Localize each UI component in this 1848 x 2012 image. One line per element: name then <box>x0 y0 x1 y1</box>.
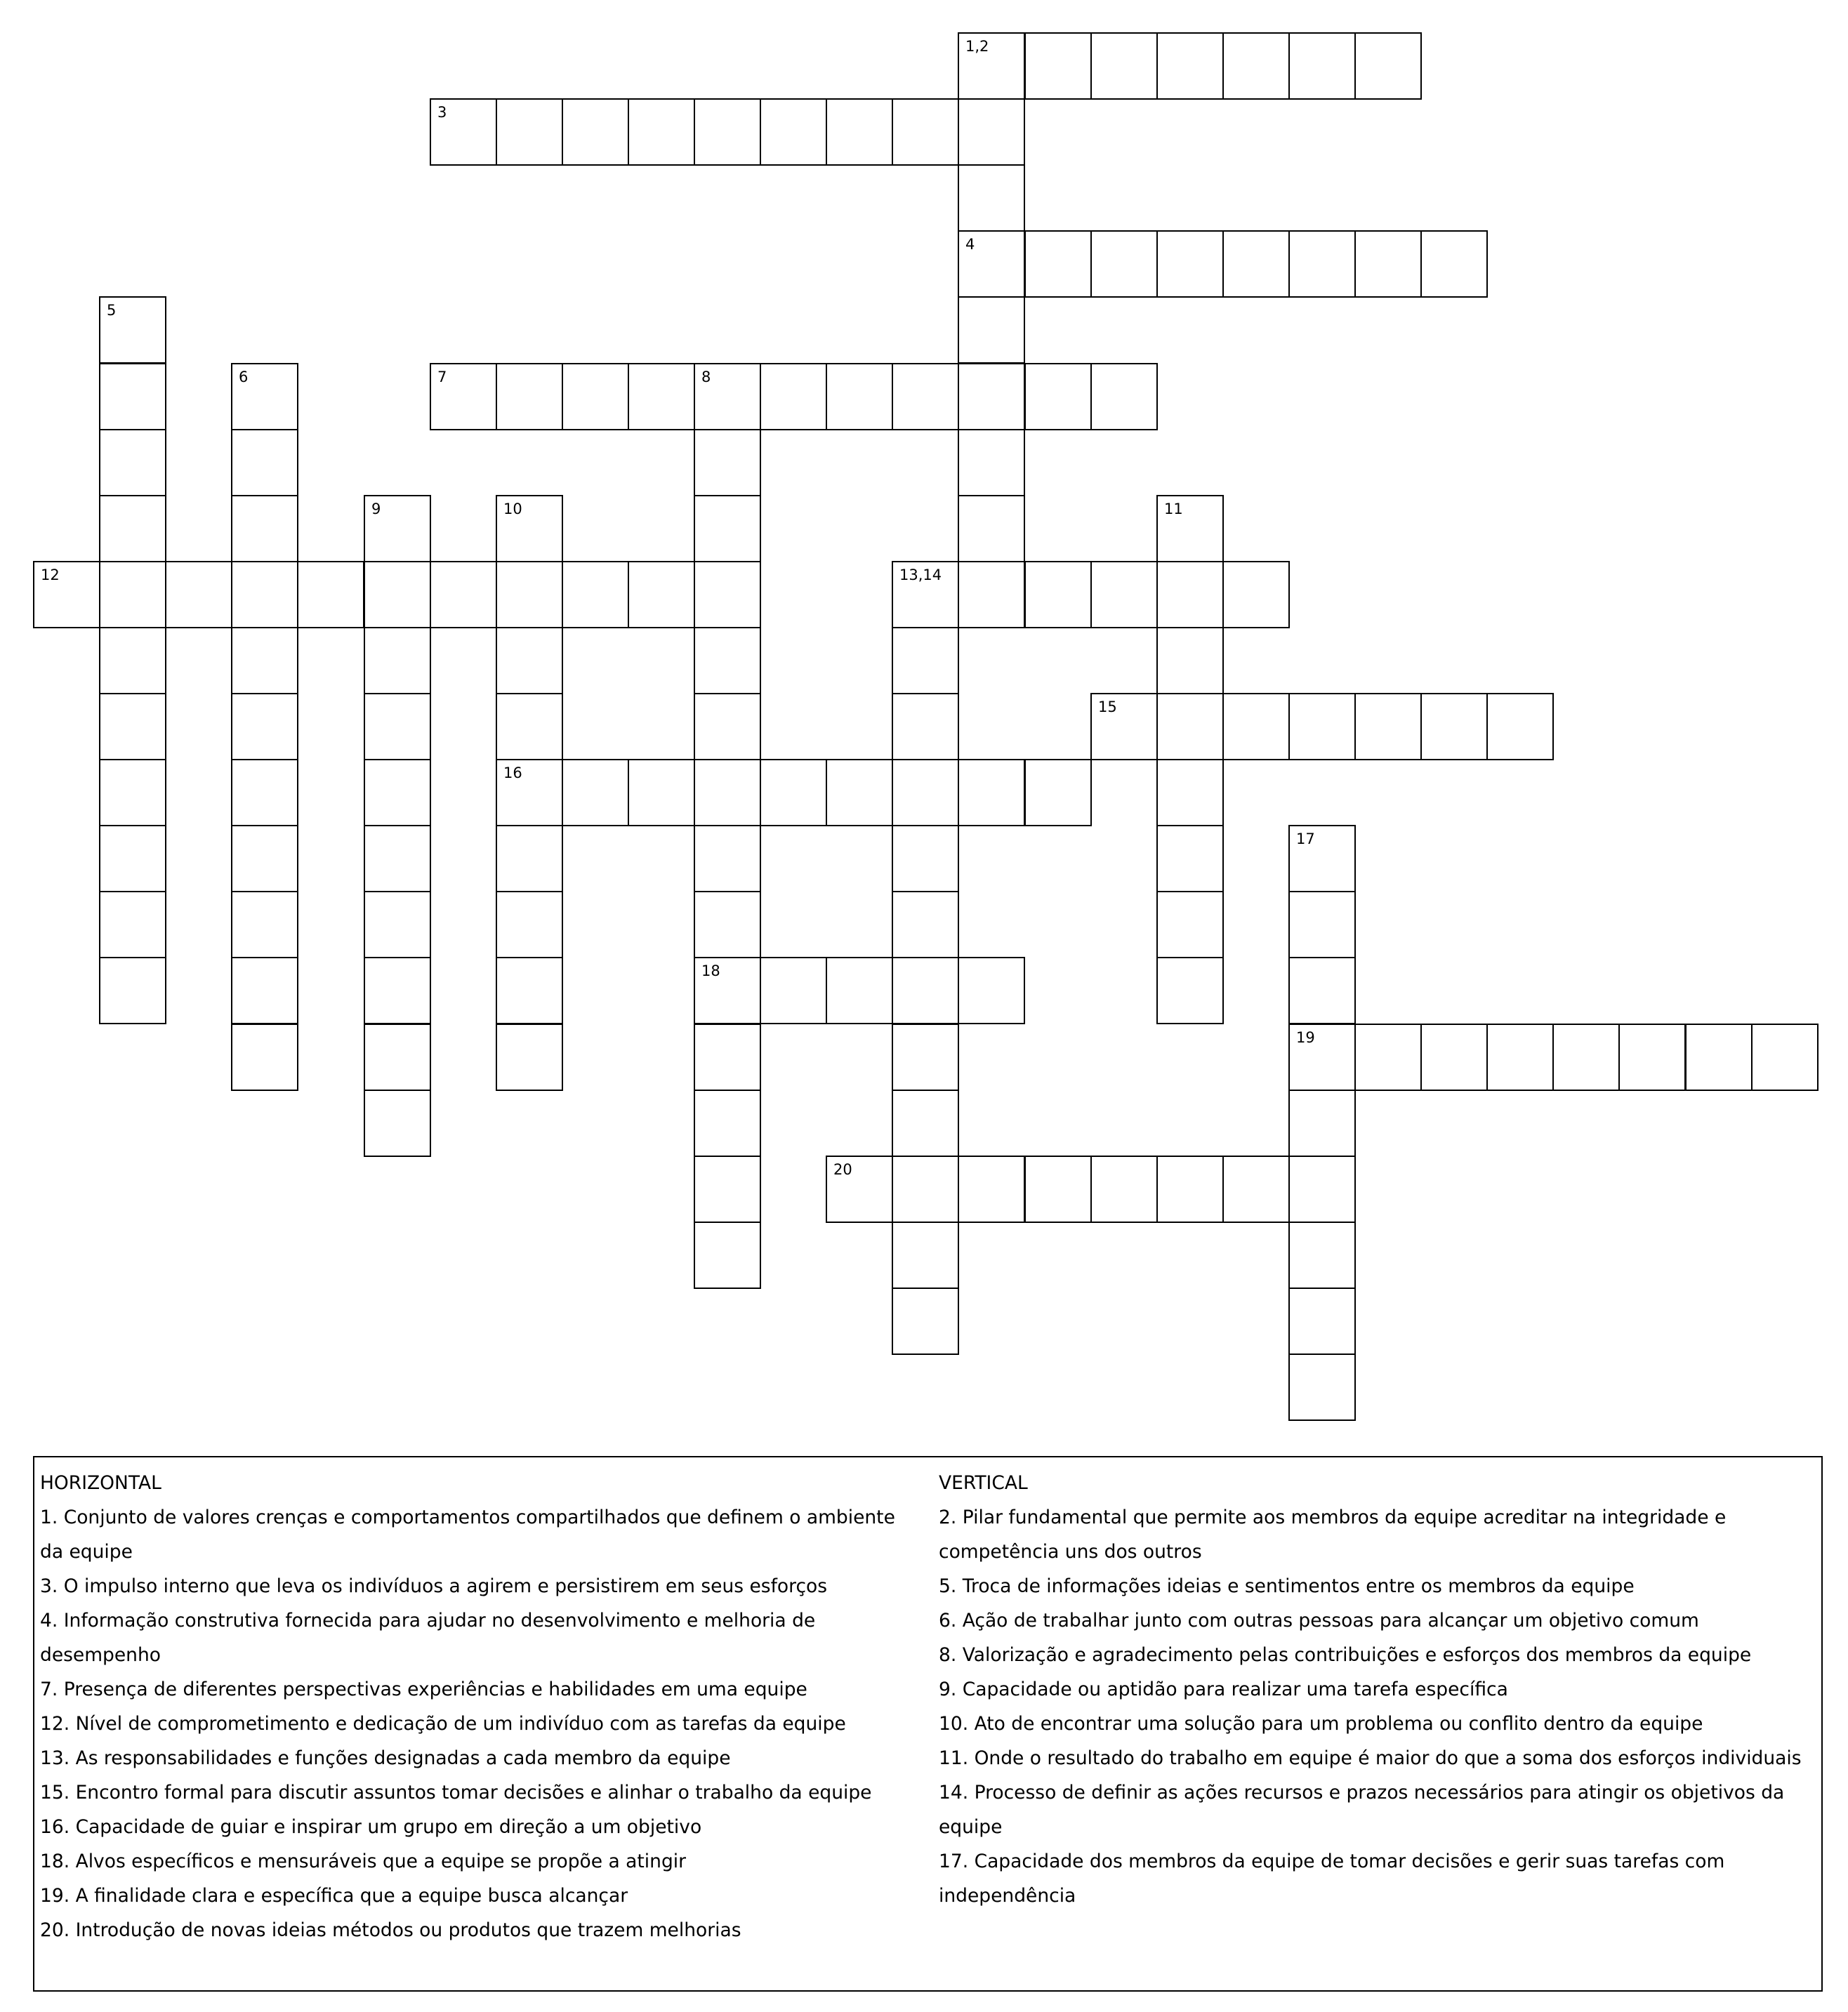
grid-cell[interactable] <box>958 759 1025 826</box>
grid-cell[interactable] <box>892 98 959 166</box>
grid-cell[interactable] <box>99 296 166 364</box>
grid-cell[interactable] <box>760 98 827 166</box>
grid-cell[interactable] <box>99 957 166 1024</box>
grid-cell[interactable] <box>1156 627 1224 694</box>
grid-cell[interactable] <box>1090 32 1158 100</box>
grid-cell[interactable] <box>1354 693 1422 760</box>
grid-cell[interactable] <box>1486 1024 1554 1091</box>
grid-cell[interactable] <box>430 98 497 166</box>
grid-cell[interactable] <box>231 363 298 430</box>
grid-cell[interactable] <box>1090 230 1158 298</box>
grid-cell[interactable] <box>231 957 298 1024</box>
grid-cell[interactable] <box>1288 1288 1356 1355</box>
clue-h20: 20. Introdução de novas ideias métodos ou produtos que trazem melhorias <box>40 1919 741 1941</box>
grid-cell[interactable] <box>562 363 629 430</box>
clue-v17: 17. Capacidade dos membros da equipe de tomar decisões e gerir suas tarefas com independência <box>939 1851 1725 1907</box>
grid-cell[interactable] <box>892 825 959 892</box>
grid-cell[interactable] <box>826 1156 893 1223</box>
clue-h7: 7. Presença de diferentes perspectivas experiências e habilidades em uma equipe <box>40 1679 807 1700</box>
grid-cell[interactable] <box>364 825 431 892</box>
grid-cell[interactable] <box>1288 32 1356 100</box>
grid-cell[interactable] <box>1156 495 1224 562</box>
grid-cell[interactable] <box>1222 230 1290 298</box>
grid-cell[interactable] <box>694 759 761 826</box>
grid-cell[interactable] <box>364 495 431 562</box>
grid-cell[interactable] <box>958 957 1025 1024</box>
clue-h18: 18. Alvos específicos e mensuráveis que a equipe se propõe a atingir <box>40 1851 687 1872</box>
clue-number: 4 <box>965 236 975 253</box>
clue-number: 1,2 <box>965 38 989 55</box>
horizontal-clues <box>40 1466 923 1947</box>
clue-v2: 2. Pilar fundamental que permite aos membros da equipe acreditar na integridade e competência uns dos outros <box>939 1507 1727 1563</box>
vertical-clues-title: VERTICAL <box>939 1472 1028 1494</box>
grid-cell[interactable] <box>496 693 563 760</box>
clue-h19: 19. A finalidade clara e específica que a equipe busca alcançar <box>40 1885 628 1907</box>
grid-cell[interactable] <box>364 759 431 826</box>
grid-cell[interactable] <box>496 1024 563 1091</box>
grid-cell[interactable] <box>99 561 166 628</box>
grid-cell[interactable] <box>892 759 959 826</box>
grid-cell[interactable] <box>1156 561 1224 628</box>
grid-cell[interactable] <box>231 1024 298 1091</box>
grid-cell[interactable] <box>1288 1354 1356 1421</box>
grid-cell[interactable] <box>958 296 1025 364</box>
grid-cell[interactable] <box>694 825 761 892</box>
grid-cell[interactable] <box>364 693 431 760</box>
grid-cell[interactable] <box>99 363 166 430</box>
clue-number: 15 <box>1098 699 1117 715</box>
grid-cell[interactable] <box>496 495 563 562</box>
grid-cell[interactable] <box>760 363 827 430</box>
clue-number: 3 <box>437 104 447 121</box>
grid-cell[interactable] <box>826 957 893 1024</box>
grid-cell[interactable] <box>1156 230 1224 298</box>
grid-cell[interactable] <box>562 759 629 826</box>
grid-cell[interactable] <box>892 561 959 628</box>
clue-h3: 3. O impulso interno que leva os indivíduos a agirem e persistirem em seus esforços <box>40 1575 828 1597</box>
clue-h13: 13. As responsabilidades e funções designadas a cada membro da equipe <box>40 1747 731 1769</box>
grid-cell[interactable] <box>1156 693 1224 760</box>
grid-cell[interactable] <box>562 561 629 628</box>
grid-cell[interactable] <box>231 825 298 892</box>
clue-v9: 9. Capacidade ou aptidão para realizar uma tarefa específica <box>939 1679 1508 1700</box>
grid-cell[interactable] <box>99 759 166 826</box>
grid-cell[interactable] <box>628 363 695 430</box>
grid-cell[interactable] <box>231 561 298 628</box>
grid-cell[interactable] <box>694 429 761 496</box>
grid-cell[interactable] <box>1552 1024 1620 1091</box>
grid-cell[interactable] <box>496 363 563 430</box>
grid-cell[interactable] <box>33 561 100 628</box>
grid-cell[interactable] <box>1156 32 1224 100</box>
grid-cell[interactable] <box>231 429 298 496</box>
grid-cell[interactable] <box>694 363 761 430</box>
clue-number: 9 <box>371 501 381 517</box>
grid-cell[interactable] <box>1024 561 1092 628</box>
grid-cell[interactable] <box>231 891 298 958</box>
grid-cell[interactable] <box>1420 1024 1488 1091</box>
clue-v5: 5. Troca de informações ideias e sentimentos entre os membros da equipe <box>939 1575 1635 1597</box>
grid-cell[interactable] <box>496 891 563 958</box>
grid-cell[interactable] <box>99 825 166 892</box>
grid-cell[interactable] <box>1354 1024 1422 1091</box>
grid-cell[interactable] <box>1420 693 1488 760</box>
grid-cell[interactable] <box>694 627 761 694</box>
grid-cell[interactable] <box>1618 1024 1686 1091</box>
vertical-clues <box>939 1466 1820 1913</box>
clue-v11: 11. Onde o resultado do trabalho em equipe é maior do que a soma dos esforços individuais <box>939 1747 1802 1769</box>
grid-cell[interactable] <box>1222 1156 1290 1223</box>
clue-v6: 6. Ação de trabalhar junto com outras pessoas para alcançar um objetivo comum <box>939 1610 1699 1632</box>
grid-cell[interactable] <box>826 363 893 430</box>
grid-cell[interactable] <box>694 1090 761 1157</box>
grid-cell[interactable] <box>1090 693 1158 760</box>
grid-cell[interactable] <box>99 495 166 562</box>
grid-cell[interactable] <box>231 759 298 826</box>
grid-cell[interactable] <box>694 693 761 760</box>
grid-cell[interactable] <box>958 363 1025 430</box>
grid-cell[interactable] <box>892 891 959 958</box>
grid-cell[interactable] <box>496 627 563 694</box>
grid-cell[interactable] <box>496 98 563 166</box>
grid-cell[interactable] <box>958 32 1025 100</box>
clue-number: 19 <box>1296 1029 1315 1046</box>
grid-cell[interactable] <box>694 891 761 958</box>
clue-number: 20 <box>833 1161 852 1178</box>
grid-cell[interactable] <box>760 759 827 826</box>
grid-cell[interactable] <box>694 1024 761 1091</box>
grid-cell[interactable] <box>496 759 563 826</box>
grid-cell[interactable] <box>364 561 431 628</box>
grid-cell[interactable] <box>1156 891 1224 958</box>
grid-cell[interactable] <box>231 627 298 694</box>
clue-v14: 14. Processo de definir as ações recursos e prazos necessários para atingir os objetivos da equipe <box>939 1782 1785 1838</box>
grid-cell[interactable] <box>1024 759 1092 826</box>
grid-cell[interactable] <box>99 429 166 496</box>
grid-cell[interactable] <box>1288 1090 1356 1157</box>
clue-h4: 4. Informação construtiva fornecida para ajudar no desenvolvimento e melhoria de desempenho <box>40 1610 816 1666</box>
grid-cell[interactable] <box>1288 957 1356 1024</box>
grid-cell[interactable] <box>958 98 1025 166</box>
grid-cell[interactable] <box>1024 1156 1092 1223</box>
grid-cell[interactable] <box>1024 230 1092 298</box>
grid-cell[interactable] <box>1156 825 1224 892</box>
grid-cell[interactable] <box>1090 363 1158 430</box>
grid-cell[interactable] <box>694 98 761 166</box>
grid-cell[interactable] <box>364 891 431 958</box>
grid-cell[interactable] <box>958 561 1025 628</box>
grid-cell[interactable] <box>1222 693 1290 760</box>
clue-number: 6 <box>239 369 249 385</box>
grid-cell[interactable] <box>1156 1156 1224 1223</box>
clue-number: 5 <box>107 302 117 319</box>
grid-cell[interactable] <box>892 1090 959 1157</box>
grid-cell[interactable] <box>1420 230 1488 298</box>
grid-cell[interactable] <box>628 759 695 826</box>
grid-cell[interactable] <box>892 1288 959 1355</box>
grid-cell[interactable] <box>1156 759 1224 826</box>
clue-number: 17 <box>1296 830 1315 847</box>
clue-number: 11 <box>1164 501 1183 517</box>
grid-cell[interactable] <box>364 957 431 1024</box>
clue-h1: 1. Conjunto de valores crenças e comportamentos compartilhados que definem o ambiente da equipe <box>40 1507 895 1563</box>
grid-cell[interactable] <box>958 230 1025 298</box>
grid-cell[interactable] <box>694 1156 761 1223</box>
grid-cell[interactable] <box>496 825 563 892</box>
clue-number: 7 <box>437 369 447 385</box>
grid-cell[interactable] <box>496 957 563 1024</box>
grid-cell[interactable] <box>694 1222 761 1289</box>
grid-cell[interactable] <box>99 627 166 694</box>
clue-h15: 15. Encontro formal para discutir assuntos tomar decisões e alinhar o trabalho da equipe <box>40 1782 872 1803</box>
grid-cell[interactable] <box>826 759 893 826</box>
grid-cell[interactable] <box>1156 957 1224 1024</box>
grid-cell[interactable] <box>1288 693 1356 760</box>
grid-cell[interactable] <box>628 98 695 166</box>
grid-cell[interactable] <box>364 627 431 694</box>
clue-number: 13,14 <box>899 567 942 583</box>
grid-cell[interactable] <box>1222 561 1290 628</box>
grid-cell[interactable] <box>1288 891 1356 958</box>
grid-cell[interactable] <box>1024 363 1092 430</box>
grid-cell[interactable] <box>1288 1222 1356 1289</box>
grid-cell[interactable] <box>165 561 232 628</box>
grid-cell[interactable] <box>430 561 497 628</box>
clue-number: 12 <box>41 567 60 583</box>
grid-cell[interactable] <box>231 495 298 562</box>
grid-cell[interactable] <box>958 495 1025 562</box>
grid-cell[interactable] <box>1288 1024 1356 1091</box>
grid-cell[interactable] <box>1751 1024 1819 1091</box>
grid-cell[interactable] <box>694 495 761 562</box>
grid-cell[interactable] <box>694 561 761 628</box>
grid-cell[interactable] <box>958 164 1025 232</box>
grid-cell[interactable] <box>99 693 166 760</box>
grid-cell[interactable] <box>1288 230 1356 298</box>
grid-cell[interactable] <box>826 98 893 166</box>
grid-cell[interactable] <box>231 693 298 760</box>
grid-cell[interactable] <box>1288 825 1356 892</box>
grid-cell[interactable] <box>1354 230 1422 298</box>
clue-number: 10 <box>503 501 522 517</box>
grid-cell[interactable] <box>99 891 166 958</box>
grid-cell[interactable] <box>694 957 761 1024</box>
grid-cell[interactable] <box>364 1024 431 1091</box>
grid-cell[interactable] <box>958 429 1025 496</box>
clue-number: 18 <box>701 962 720 979</box>
grid-cell[interactable] <box>892 1024 959 1091</box>
clue-v8: 8. Valorização e agradecimento pelas contribuições e esforços dos membros da equipe <box>939 1644 1752 1666</box>
clues-panel <box>33 1456 1823 1992</box>
grid-cell[interactable] <box>364 1090 431 1157</box>
grid-cell[interactable] <box>628 561 695 628</box>
grid-cell[interactable] <box>1024 32 1092 100</box>
grid-cell[interactable] <box>760 957 827 1024</box>
grid-cell[interactable] <box>892 363 959 430</box>
grid-cell[interactable] <box>562 98 629 166</box>
grid-cell[interactable] <box>892 693 959 760</box>
grid-cell[interactable] <box>430 363 497 430</box>
clue-number: 16 <box>503 765 522 781</box>
clue-h16: 16. Capacidade de guiar e inspirar um grupo em direção a um objetivo <box>40 1816 702 1838</box>
grid-cell[interactable] <box>1090 561 1158 628</box>
clue-h12: 12. Nível de comprometimento e dedicação de um indivíduo com as tarefas da equipe <box>40 1713 846 1735</box>
grid-cell[interactable] <box>1090 1156 1158 1223</box>
grid-cell[interactable] <box>892 957 959 1024</box>
clue-v10: 10. Ato de encontrar uma solução para um problema ou conflito dentro da equipe <box>939 1713 1703 1735</box>
grid-cell[interactable] <box>496 561 563 628</box>
grid-cell[interactable] <box>1354 32 1422 100</box>
grid-cell[interactable] <box>1685 1024 1753 1091</box>
grid-cell[interactable] <box>958 1156 1025 1223</box>
grid-cell[interactable] <box>1222 32 1290 100</box>
horizontal-clues-title: HORIZONTAL <box>40 1472 161 1494</box>
grid-cell[interactable] <box>297 561 364 628</box>
grid-cell[interactable] <box>1486 693 1554 760</box>
grid-cell[interactable] <box>892 627 959 694</box>
grid-cell[interactable] <box>892 1156 959 1223</box>
clue-number: 8 <box>701 369 711 385</box>
grid-cell[interactable] <box>892 1222 959 1289</box>
grid-cell[interactable] <box>1288 1156 1356 1223</box>
